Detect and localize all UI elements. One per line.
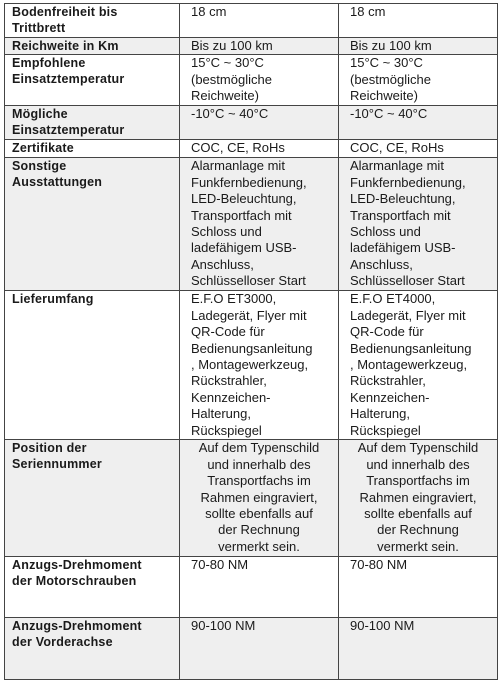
- value-et3000: 90-100 NM: [180, 618, 339, 680]
- value-et3000: Alarmanlage mit Funkfernbedienung, LED-Beleuchtung, Transportfach mit Schloss und ladefähigem USB- Anschluss, Schlüsselloser Start: [180, 158, 339, 291]
- value-et4000: 15°C ~ 30°C (bestmögliche Reichweite): [339, 55, 498, 106]
- row-label: Anzugs-Drehmoment der Vorderachse: [5, 618, 180, 680]
- value-et3000: Bis zu 100 km: [180, 38, 339, 55]
- value-et4000: Auf dem Typenschild und innerhalb des Transportfachs im Rahmen eingraviert, sollte ebenfalls auf der Rechnung vermerkt sein.: [339, 440, 498, 557]
- value-et4000: COC, CE, RoHs: [339, 140, 498, 158]
- row-label: Bodenfreiheit bis Trittbrett: [5, 4, 180, 38]
- value-et4000: Alarmanlage mit Funkfernbedienung, LED-Beleuchtung, Transportfach mit Schloss und ladefähigem USB- Anschluss, Schlüsselloser Start: [339, 158, 498, 291]
- row-label: Position der Seriennummer: [5, 440, 180, 557]
- spec-table: [4, 3, 498, 680]
- table-row: [5, 440, 498, 557]
- value-et3000: 15°C ~ 30°C (bestmögliche Reichweite): [180, 55, 339, 106]
- row-label: Reichweite in Km: [5, 38, 180, 55]
- value-et3000: 18 cm: [180, 4, 339, 38]
- value-et4000: -10°C ~ 40°C: [339, 106, 498, 140]
- value-et3000: 70-80 NM: [180, 557, 339, 618]
- row-label: Empfohlene Einsatztemperatur: [5, 55, 180, 106]
- table-row: [5, 557, 498, 618]
- value-et4000: 18 cm: [339, 4, 498, 38]
- value-et4000: 70-80 NM: [339, 557, 498, 618]
- row-label: Mögliche Einsatztemperatur: [5, 106, 180, 140]
- value-et3000: -10°C ~ 40°C: [180, 106, 339, 140]
- table-row: [5, 618, 498, 680]
- row-label: Zertifikate: [5, 140, 180, 158]
- table-row: [5, 106, 498, 140]
- table-row: [5, 55, 498, 106]
- table-row: [5, 158, 498, 291]
- value-et4000: E.F.O ET4000, Ladegerät, Flyer mit QR-Code für Bedienungsanleitung , Montagewerkzeug, Rückstrahler, Kennzeichen- Halterung, Rückspiegel: [339, 291, 498, 440]
- value-et3000: E.F.O ET3000, Ladegerät, Flyer mit QR-Code für Bedienungsanleitung , Montagewerkzeug, Rückstrahler, Kennzeichen- Halterung, Rückspiegel: [180, 291, 339, 440]
- row-label: Sonstige Ausstattungen: [5, 158, 180, 291]
- row-label: Anzugs-Drehmoment der Motorschrauben: [5, 557, 180, 618]
- value-et4000: 90-100 NM: [339, 618, 498, 680]
- row-label: Lieferumfang: [5, 291, 180, 440]
- value-et3000: COC, CE, RoHs: [180, 140, 339, 158]
- table-row: [5, 4, 498, 38]
- table-row: [5, 140, 498, 158]
- table-row: [5, 291, 498, 440]
- table-row: [5, 38, 498, 55]
- value-et4000: Bis zu 100 km: [339, 38, 498, 55]
- value-et3000: Auf dem Typenschild und innerhalb des Transportfachs im Rahmen eingraviert, sollte ebenfalls auf der Rechnung vermerkt sein.: [180, 440, 339, 557]
